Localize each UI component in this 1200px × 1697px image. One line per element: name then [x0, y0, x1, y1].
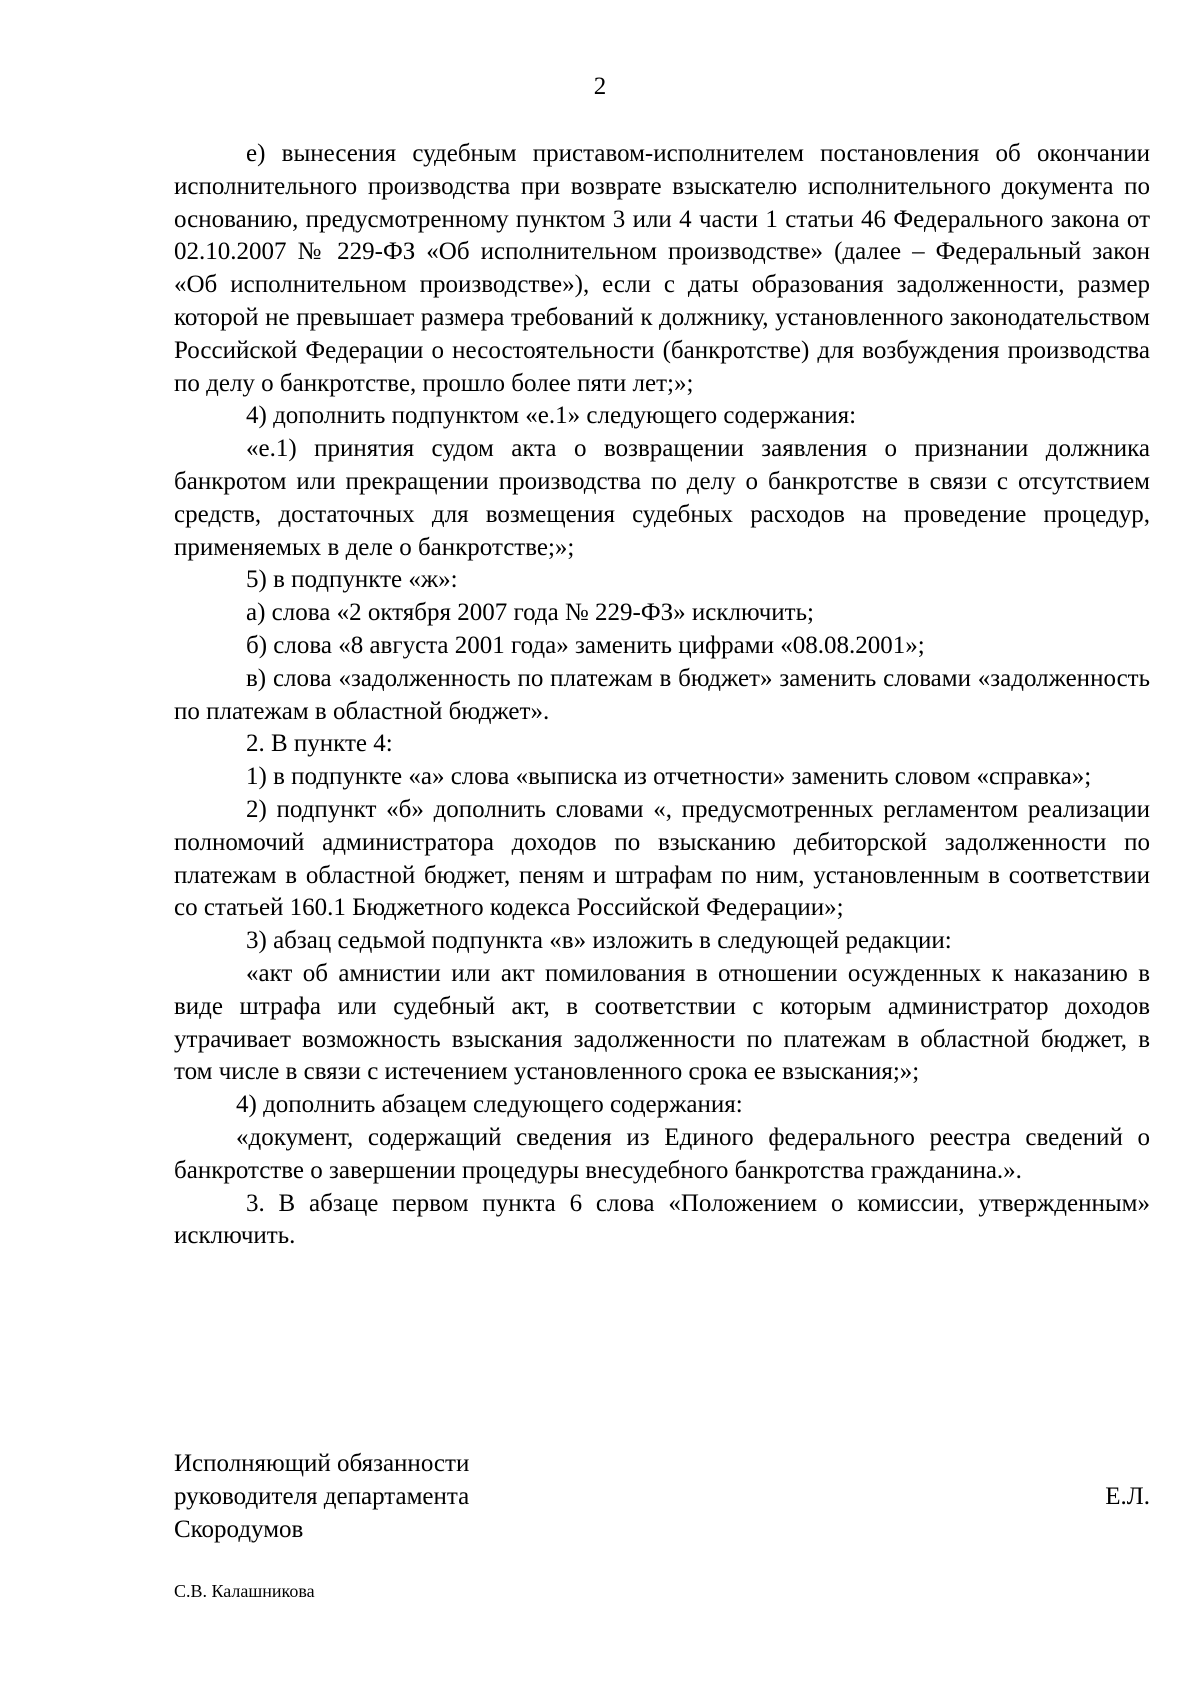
signature-block [174, 1448, 1150, 1546]
paragraph-item-5: 5) в подпункте «ж»: [246, 566, 458, 594]
paragraph-point-2-item-2: 2) подпункт «б» дополнить словами «, предусмотренных регламентом реализации полномочий администратора доходов по взысканию дебиторской задолженности по платежам в областной бюджет, пеням и штрафам по ним, установленным в соответствии со статьей 160.1 Бюджетного кодекса Российской Федерации»; [174, 795, 1150, 922]
page-number: 2 [593, 73, 607, 100]
executor-name: С.В. Калашникова [174, 1581, 315, 1601]
document-body [174, 138, 1150, 1253]
paragraph-item-5v: в) слова «задолженность по платежам в бюджет» заменить словами «задолженность по платежам в областной бюджет». [174, 664, 1150, 725]
paragraph-point-3: 3. В абзаце первом пункта 6 слова «Положением о комиссии, утвержденным» исключить. [174, 1189, 1150, 1250]
paragraph-point-2-item-4: 4) дополнить абзацем следующего содержания: [236, 1091, 743, 1119]
paragraph-item-4: 4) дополнить подпунктом «е.1» следующего содержания: [246, 402, 857, 430]
paragraph-amnesty-act: «акт об амнистии или акт помилования в отношении осужденных к наказанию в виде штрафа или судебный акт, в соответствии с которым администратор доходов утрачивает возможность взыскания задолженности по платежам в областной бюджет, в том числе в связи с истечением установленного срока ее взыскания;»; [174, 959, 1150, 1086]
paragraph-subitem-e1: «е.1) принятия судом акта о возвращении заявления о признании должника банкротом или прекращении производства по делу о банкротстве в связи с отсутствием средств, достаточных для возмещения судебных расходов на проведение процедур, применяемых в деле о банкротстве;»; [174, 435, 1150, 561]
signature-position-line-1: Исполняющий обязанности [174, 1450, 470, 1477]
signature-position-text: руководителя департамента [174, 1482, 470, 1510]
signature-initials: Е.Л. [1105, 1482, 1150, 1510]
paragraph-bankruptcy-document: «документ, содержащий сведения из Единого федерального реестра сведений о банкротстве о завершении процедуры внесудебного банкротства гражданина.». [174, 1123, 1150, 1184]
paragraph-point-2-item-1: 1) в подпункте «а» слова «выписка из отчетности» заменить словом «справка»; [246, 763, 1092, 791]
paragraph-point-2-item-3: 3) абзац седьмой подпункта «в» изложить в следующей редакции: [246, 927, 952, 955]
paragraph-subitem-e: е) вынесения судебным приставом-исполнителем постановления об окончании исполнительного производства при возврате взыскателю исполнительного документа по основанию, предусмотренному пунктом 3 или 4 части 1 статьи 46 Федерального закона от 02.10.2007 № 229-ФЗ «Об исполнительном производстве» (далее – Федеральный закон «Об исполнительном производстве»), если с даты образования задолженности, размер которой не превышает размера требований к должнику, установленного законодательством Российской Федерации о несостоятельности (банкротстве) для возбуждения производства по делу о банкротстве, прошло более пяти лет;»; [174, 140, 1150, 397]
signature-position-line-2 [174, 1481, 1150, 1514]
paragraph-point-2: 2. В пункте 4: [246, 730, 393, 758]
paragraph-item-5a: а) слова «2 октября 2007 года № 229-ФЗ» исключить; [246, 599, 814, 627]
paragraph-item-5b: б) слова «8 августа 2001 года» заменить цифрами «08.08.2001»; [246, 631, 925, 659]
signature-surname: Скородумов [174, 1515, 304, 1543]
